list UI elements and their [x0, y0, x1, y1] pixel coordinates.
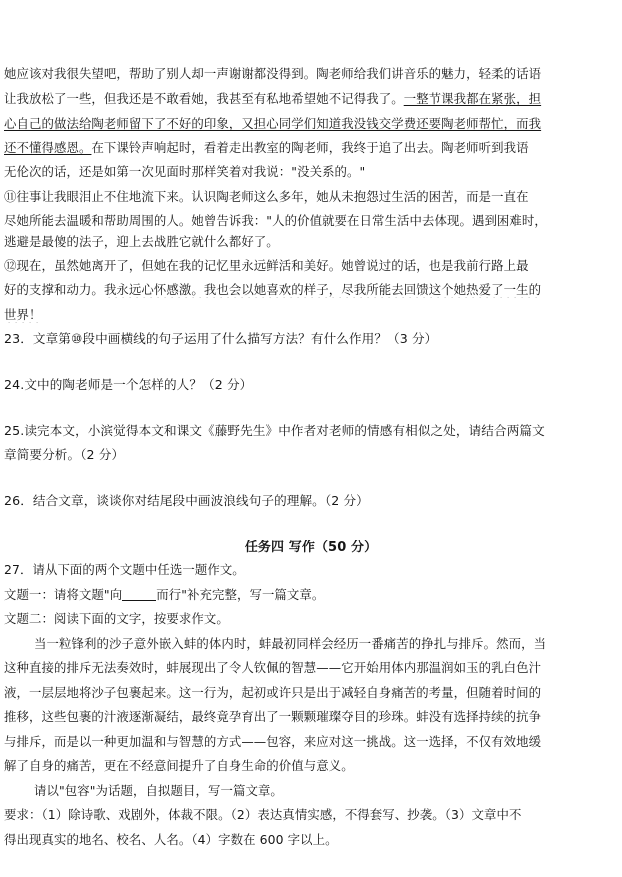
paragraph-12-line [4, 282, 618, 298]
material-line: 当一粒锋利的沙子意外嵌入蚌的体内时，蚌最初同样会经历一番痛苦的挣扎与排斥。然而，当 [34, 636, 547, 651]
paragraph-11-line: 尽她所能去温暖和帮助周围的人。她曾告诉我："人的价值就要在日常生活中去体现。遇到困难时， [4, 213, 547, 228]
topic-one-suffix: 而行"补充完整，写一篇文章。 [156, 587, 325, 602]
passage-line: 无伦次的话，还是如第一次见面时那样笑着对我说："没关系的。" [4, 164, 366, 179]
passage-text: 在下课铃声响起时，看着走出教室的陶老师，我终于追了出去。陶老师听到我语 [91, 140, 529, 155]
topic-two: 文题二：阅读下面的文字，按要求作文。 [4, 611, 229, 626]
material-line: 这种直接的排斥无法奏效时，蚌展现出了令人钦佩的智慧——它开始用体内那温润如玉的乳白色汁 [4, 660, 542, 675]
requirements-line-2: 得出现真实的地名、校名、人名。（4）字数在 600 字以上。 [4, 832, 338, 847]
passage-line [4, 91, 618, 107]
writing-prompt: 请以"包容"为话题，自拟题目，写一篇文章。 [34, 783, 283, 798]
passage-line: 她应该对我很失望吧，帮助了别人却一声谢谢都没得到。陶老师给我们讲音乐的魅力，轻柔的话语 [4, 66, 542, 81]
passage-text: 让我放松了一些，但我还是不敢看她，我甚至有私地希望她不记得我了。 [4, 91, 404, 106]
material-line: 与排斥，而是以一种更加温和与智慧的方式——包容，来应对这一挑战。这一选择，不仅有效地缓 [4, 734, 542, 749]
underlined-sentence: 心自己的做法给陶老师留下了不好的印象，又担心同学们知道我没钱交学费还要陶老师帮忙，而我 [4, 116, 542, 131]
passage-line [4, 116, 618, 132]
paragraph-11-line: 逃避是最傻的法子，迎上去战胜它就什么都好了。 [4, 234, 279, 249]
topic-one-prefix: 文题一：请将文题"向 [4, 587, 123, 602]
wavy-underlined-sentence: 世界！ [4, 307, 42, 322]
fill-in-blank [122, 588, 156, 601]
paragraph-11-line: ⑪往事让我眼泪止不住地流下来。认识陶老师这么多年，她从未抱怨过生活的困苦，而是一直在 [4, 189, 529, 204]
passage-line [4, 140, 618, 156]
paragraph-12-line [4, 307, 618, 323]
material-line: 推移，这些包裹的汁液逐渐凝结，最终竟孕育出了一颗颗璀璨夺目的珍珠。蚌没有选择持续的抗争 [4, 709, 542, 724]
material-line: 液，一层层地将沙子包裹起来。这一行为，起初或许只是出于减轻自身痛苦的考量，但随着时间的 [4, 685, 542, 700]
question-26: 26．结合文章，谈谈你对结尾段中画波浪线句子的理解。（2 分） [4, 493, 369, 508]
paragraph-12-line: ⑫现在，虽然她离开了，但她在我的记忆里永远鲜活和美好。她曾说过的话，也是我前行路上最 [4, 258, 529, 273]
question-24: 24.文中的陶老师是一个怎样的人？（2 分） [4, 377, 253, 392]
question-27: 27．请从下面的两个文题中任选一题作文。 [4, 562, 245, 577]
requirements: 要求：（1）除诗歌、戏剧外，体裁不限。（2）表达真情实感，不得套写、抄袭。（3）文章中不 [4, 807, 522, 822]
underlined-sentence: 一整节课我都在紧张，担 [403, 91, 542, 106]
passage-text: 好的支撑和动力。 [4, 282, 104, 297]
question-23: 23．文章第⑩段中画横线的句子运用了什么描写方法？有什么作用？（3 分） [4, 331, 438, 346]
section-heading: 任务四 写作（50 分） [244, 540, 378, 555]
question-25-line-2: 章简要分析。（2 分） [4, 447, 125, 462]
wavy-underlined-sentence: 我永远心怀感激。我也会以她喜欢的样子，尽我所能去回馈这个她热爱了一生的 [103, 282, 542, 297]
topic-one [4, 587, 618, 603]
material-line: 解了自身的痛苦，更在不经意间提升了自身生命的价值与意义。 [4, 758, 354, 773]
underlined-sentence: 还不懂得感恩。 [4, 140, 92, 155]
question-25: 25.读完本文，小滨觉得本文和课文《藤野先生》中作者对老师的情感有相似之处，请结合两篇文 [4, 423, 545, 438]
